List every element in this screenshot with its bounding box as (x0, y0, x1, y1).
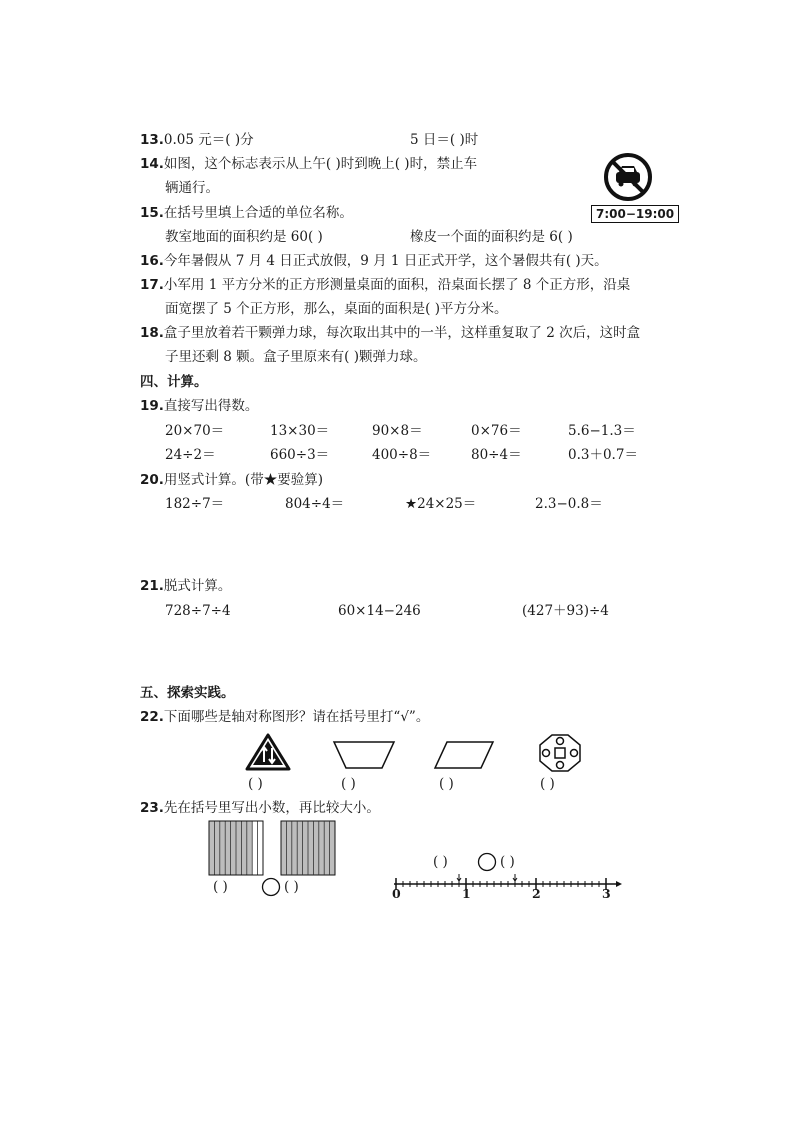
question-number: 15. (140, 205, 164, 221)
octagon-circles-shape-icon (538, 733, 582, 773)
compare-circle-icon[interactable] (477, 852, 497, 872)
q19-row2-item: 660÷3＝ (270, 447, 330, 463)
compare-circle-icon[interactable] (261, 877, 281, 897)
question-13 (140, 130, 254, 150)
q19-row1-item: 13×30＝ (270, 423, 330, 439)
q19-row2-item: 0.3＋0.7＝ (568, 447, 638, 463)
q23-right-blank-a[interactable]: ( ) (433, 854, 448, 870)
axis-label-3: 3 (602, 886, 611, 901)
q19-title: 直接写出得数。 (163, 398, 259, 414)
question-number: 23. (140, 800, 164, 816)
question-17 (140, 275, 630, 295)
q23-left-blank-b[interactable]: ( ) (284, 879, 299, 895)
q23-right-blank-b[interactable]: ( ) (500, 854, 515, 870)
section-5-heading: 五、探索实践。 (140, 685, 235, 701)
question-number: 21. (140, 578, 164, 594)
q19-row1-item: 20×70＝ (165, 423, 225, 439)
q19-row1-item: 5.6−1.3＝ (568, 423, 636, 439)
q22-answer-blank[interactable]: ( ) (540, 776, 555, 792)
q21-item: 60×14−246 (338, 603, 421, 619)
q15-line1: 在括号里填上合适的单位名称。 (163, 205, 353, 221)
shaded-grid-right (281, 821, 335, 875)
q21-item: 728÷7÷4 (165, 603, 231, 619)
q18-line2: 子里还剩 8 颗。盒子里原来有( )颗弹力球。 (165, 349, 427, 365)
axis-label-0: 0 (392, 886, 401, 901)
q23-left-blank-a[interactable]: ( ) (213, 879, 228, 895)
q19-row1-item: 90×8＝ (372, 423, 423, 439)
no-vehicle-sign-icon (603, 152, 653, 202)
q19-row1-item: 0×76＝ (471, 423, 522, 439)
q21-title: 脱式计算。 (163, 578, 232, 594)
q22-answer-blank[interactable]: ( ) (341, 776, 356, 792)
question-number: 13. (140, 132, 164, 148)
q21-item: (427＋93)÷4 (522, 603, 609, 619)
q15-right-text: 橡皮一个面的面积约是 6( ) (410, 229, 573, 245)
q13-left-text: 0.05 元＝( )分 (163, 132, 254, 148)
axis-label-1: 1 (462, 886, 471, 901)
q20-item: 804÷4＝ (285, 496, 345, 512)
q22-answer-blank[interactable]: ( ) (248, 776, 263, 792)
q19-row2-item: 400÷8＝ (372, 447, 432, 463)
question-21 (140, 576, 231, 596)
q20-title: 用竖式计算。(带★要验算) (163, 472, 323, 488)
q20-item: ★24×25＝ (405, 496, 477, 512)
warning-triangle-sign-icon (245, 733, 291, 771)
q18-line1: 盒子里放着若干颗弹力球，每次取出其中的一半，这样重复取了 2 次后，这时盒 (163, 325, 641, 341)
decimal-shaded-grids-figure (208, 820, 338, 876)
q13-right-text: 5 日＝( )时 (410, 132, 479, 148)
q22-answer-blank[interactable]: ( ) (439, 776, 454, 792)
number-line-figure (388, 872, 624, 904)
section-4-heading: 四、计算。 (140, 374, 208, 390)
q20-item: 2.3−0.8＝ (535, 496, 603, 512)
question-14 (140, 154, 477, 174)
question-number: 18. (140, 325, 164, 341)
parallelogram-shape-icon (433, 740, 495, 770)
trapezoid-shape-icon (332, 740, 396, 770)
question-number: 16. (140, 253, 164, 269)
question-15 (140, 203, 353, 223)
q16-text: 今年暑假从 7 月 4 日正式放假，9 月 1 日正式开学，这个暑假共有( )天。 (163, 253, 608, 269)
q19-row2-item: 80÷4＝ (471, 447, 522, 463)
question-number: 17. (140, 277, 164, 293)
question-number: 14. (140, 156, 164, 172)
axis-label-2: 2 (532, 886, 541, 901)
question-number: 22. (140, 709, 164, 725)
question-23 (140, 798, 380, 818)
question-16 (140, 251, 608, 271)
question-20 (140, 470, 323, 490)
q19-row2-item: 24÷2＝ (165, 447, 216, 463)
q14-line1: 如图，这个标志表示从上午( )时到晚上( )时，禁止车 (163, 156, 478, 172)
question-18 (140, 323, 640, 343)
q15-left-text: 教室地面的面积约是 60( ) (165, 229, 323, 245)
question-22 (140, 707, 429, 727)
q17-line2: 面宽摆了 5 个正方形，那么，桌面的面积是( )平方分米。 (165, 301, 508, 317)
sign-time-label: 7:00−19:00 (591, 205, 679, 223)
question-number: 19. (140, 398, 164, 414)
question-19 (140, 396, 258, 416)
q20-item: 182÷7＝ (165, 496, 225, 512)
q22-title: 下面哪些是轴对称图形？请在括号里打“√”。 (163, 709, 430, 725)
q23-title: 先在括号里写出小数，再比较大小。 (163, 800, 380, 816)
shaded-grid-left (209, 821, 263, 875)
q17-line1: 小军用 1 平方分米的正方形测量桌面的面积，沿桌面长摆了 8 个正方形，沿桌 (163, 277, 631, 293)
q14-line2: 辆通行。 (165, 180, 219, 196)
question-number: 20. (140, 472, 164, 488)
